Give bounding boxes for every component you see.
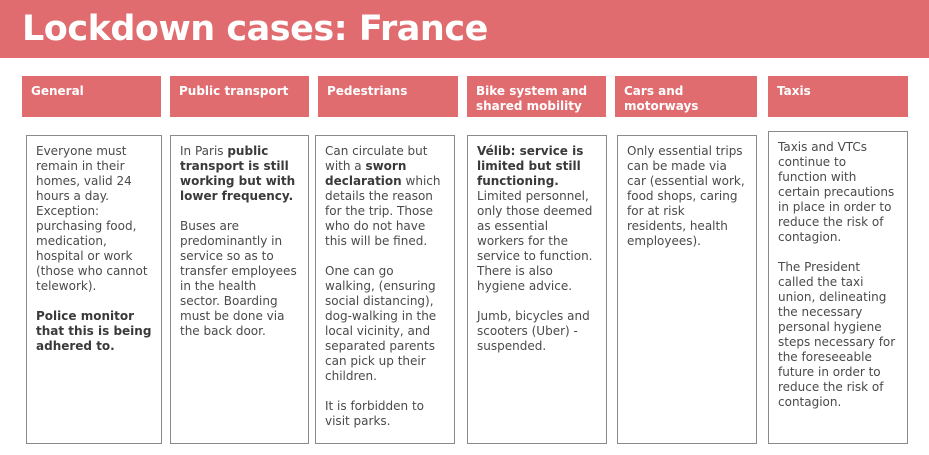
body-text: Limited personnel, only those deemed as essential workers for the service to function. There is also hygiene advice.: [477, 189, 593, 293]
column-box-pedestrians: [315, 135, 455, 444]
column-paragraph: [778, 140, 898, 245]
column-box-cars-motorways: [617, 135, 757, 444]
column-paragraph: [180, 219, 299, 339]
column-paragraph: [325, 144, 445, 249]
body-text: Can circulate but with a: [325, 144, 428, 173]
column-paragraph: [325, 399, 445, 429]
body-text: The President called the taxi union, delineating the necessary personal hygiene steps necessary for the foreseeable future in order to reduce the risk of contagion.: [778, 260, 896, 409]
body-text: which details the reason for the trip. Those who do not have this will be fined.: [325, 174, 441, 248]
column-box-taxis: [768, 131, 908, 444]
body-text: One can go walking, (ensuring social distancing), dog-walking in the local vicinity, and separated parents can pick up their children.: [325, 264, 437, 383]
column-header-cars-motorways: Cars and motorways: [615, 76, 757, 117]
body-text: Everyone must remain in their homes, valid 24 hours a day. Exception: purchasing food, medication, hospital or work (those who cannot telework).: [36, 144, 148, 293]
column-paragraph: [477, 309, 597, 354]
title-banner: [0, 0, 929, 58]
body-text: Buses are predominantly in service so as to transfer employees in the health sector. Boarding must be done via the back door.: [180, 219, 297, 338]
bold-text: sworn declaration: [325, 159, 407, 188]
column-header-bike-system: Bike system and shared mobility: [467, 76, 606, 117]
bold-text: public transport is still working but with lower frequency.: [180, 144, 296, 203]
bold-text: Police monitor that this is being adhered to.: [36, 309, 152, 353]
column-header-pedestrians: Pedestrians: [318, 76, 458, 117]
page-title: Lockdown cases: France: [22, 9, 488, 49]
column-paragraph: [36, 144, 152, 294]
column-paragraph: [36, 309, 152, 354]
column-paragraph: [778, 260, 898, 410]
column-box-bike-system: [467, 135, 607, 444]
column-paragraph: [180, 144, 299, 204]
column-header-public-transport: Public transport: [170, 76, 309, 117]
column-paragraph: [325, 264, 445, 384]
column-paragraph: [627, 144, 747, 249]
body-text: Only essential trips can be made via car (essential work, food shops, caring for at risk residents, health employees).: [627, 144, 745, 248]
body-text: It is forbidden to visit parks.: [325, 399, 424, 428]
body-text: Taxis and VTCs continue to function with certain precautions in place in order to reduce the risk of contagion.: [778, 140, 895, 244]
body-text: Jumb, bicycles and scooters (Uber) - suspended.: [477, 309, 590, 353]
column-box-general: [26, 135, 162, 444]
column-box-public-transport: [170, 135, 309, 444]
column-header-general: General: [22, 76, 161, 117]
body-text: In Paris: [180, 144, 228, 158]
column-header-taxis: Taxis: [768, 76, 908, 117]
bold-text: Vélib: service is limited but still functioning.: [477, 144, 584, 188]
column-paragraph: [477, 144, 597, 294]
